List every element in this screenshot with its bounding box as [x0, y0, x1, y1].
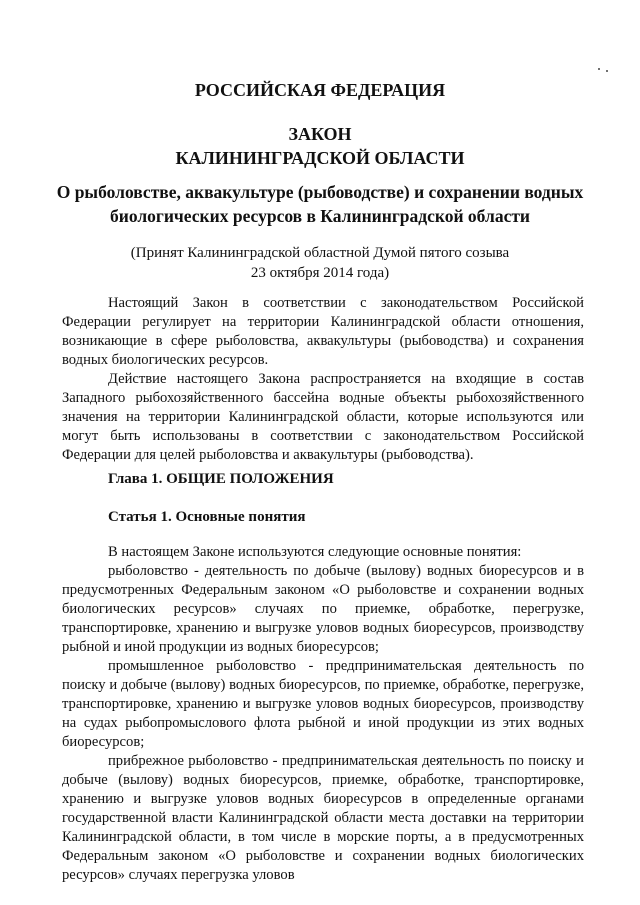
article-heading: Статья 1. Основные понятия — [108, 509, 306, 525]
preamble-text-2: Действие настоящего Закона распространяется на входящие в состав Западного рыбохозяйственного бассейна водные объекты рыбохозяйственного значения на территории Калининградской области, которые используются или могут быть использованы в соответствии с законодательством Российской Федерации для целей рыболовства и аквакультуры (рыбоводства). — [62, 371, 584, 463]
scan-speck — [598, 68, 600, 70]
body-text-4: прибрежное рыболовство - предпринимательская деятельность по поиску и добыче (вылову) водных биоресурсов, приемке, обработке, транспортировке, хранению и выгрузке уловов водных биоресурсов в определенные органами государственной власти Калининградской области места доставки на территории Калининградской области, в том числе в морские порты, а в предусмотренных Федеральным законом «О рыболовстве и сохранении водных биологических ресурсов» случаях перегрузка уловов — [62, 753, 584, 883]
preamble-paragraph-1 — [62, 294, 584, 370]
chapter-heading: Глава 1. ОБЩИЕ ПОЛОЖЕНИЯ — [108, 471, 334, 487]
adoption-note-line2: 23 октября 2014 года) — [250, 265, 390, 281]
body-paragraph-4 — [62, 752, 584, 885]
law-title-line2: биологических ресурсов в Калининградской области — [109, 206, 531, 226]
law-heading-line2: КАЛИНИНГРАДСКОЙ ОБЛАСТИ — [175, 148, 465, 168]
law-title-line1: О рыболовстве, аквакультуре (рыбоводстве) и сохранении водных — [56, 182, 584, 202]
adoption-note-line1: (Принят Калининградской областной Думой пятого созыва — [130, 245, 510, 261]
body-paragraph-1 — [62, 543, 584, 562]
preamble-text-1: Настоящий Закон в соответствии с законодательством Российской Федерации регулирует на территории Калининградской области отношения, возникающие в сфере рыболовства, аквакультуры (рыбоводства) и сохранения водных биологических ресурсов. — [62, 295, 584, 368]
body-text-1: В настоящем Законе используются следующие основные понятия: — [108, 544, 522, 560]
body-paragraph-3 — [62, 657, 584, 752]
federation-heading: РОССИЙСКАЯ ФЕДЕРАЦИЯ — [194, 80, 446, 100]
law-heading — [0, 122, 640, 170]
body-text-3: промышленное рыболовство - предпринимательская деятельность по поиску и добыче (вылову) водных биоресурсов, по приемке, обработке, перегрузке, транспортировке, хранению и выгрузке уловов водных биоресурсов, производству на судах рыбопромыслового флота рыбной и иной продукции из этих водных биоресурсов; — [62, 658, 584, 750]
body-text-2: рыболовство - деятельность по добыче (вылову) водных биоресурсов и в предусмотренных Федеральным законом «О рыболовстве и сохранении водных биологических ресурсов» случаях по приемке, обработке, перегрузке, транспортировке, хранению и выгрузке уловов водных биоресурсов, производству рыбной и иной продукции из водных биоресурсов; — [62, 563, 584, 655]
body-paragraph-2 — [62, 562, 584, 657]
law-heading-line1: ЗАКОН — [288, 124, 352, 144]
law-title — [40, 180, 600, 228]
preamble-paragraph-2 — [62, 370, 584, 465]
adoption-note — [0, 243, 640, 283]
scan-speck — [606, 70, 608, 72]
